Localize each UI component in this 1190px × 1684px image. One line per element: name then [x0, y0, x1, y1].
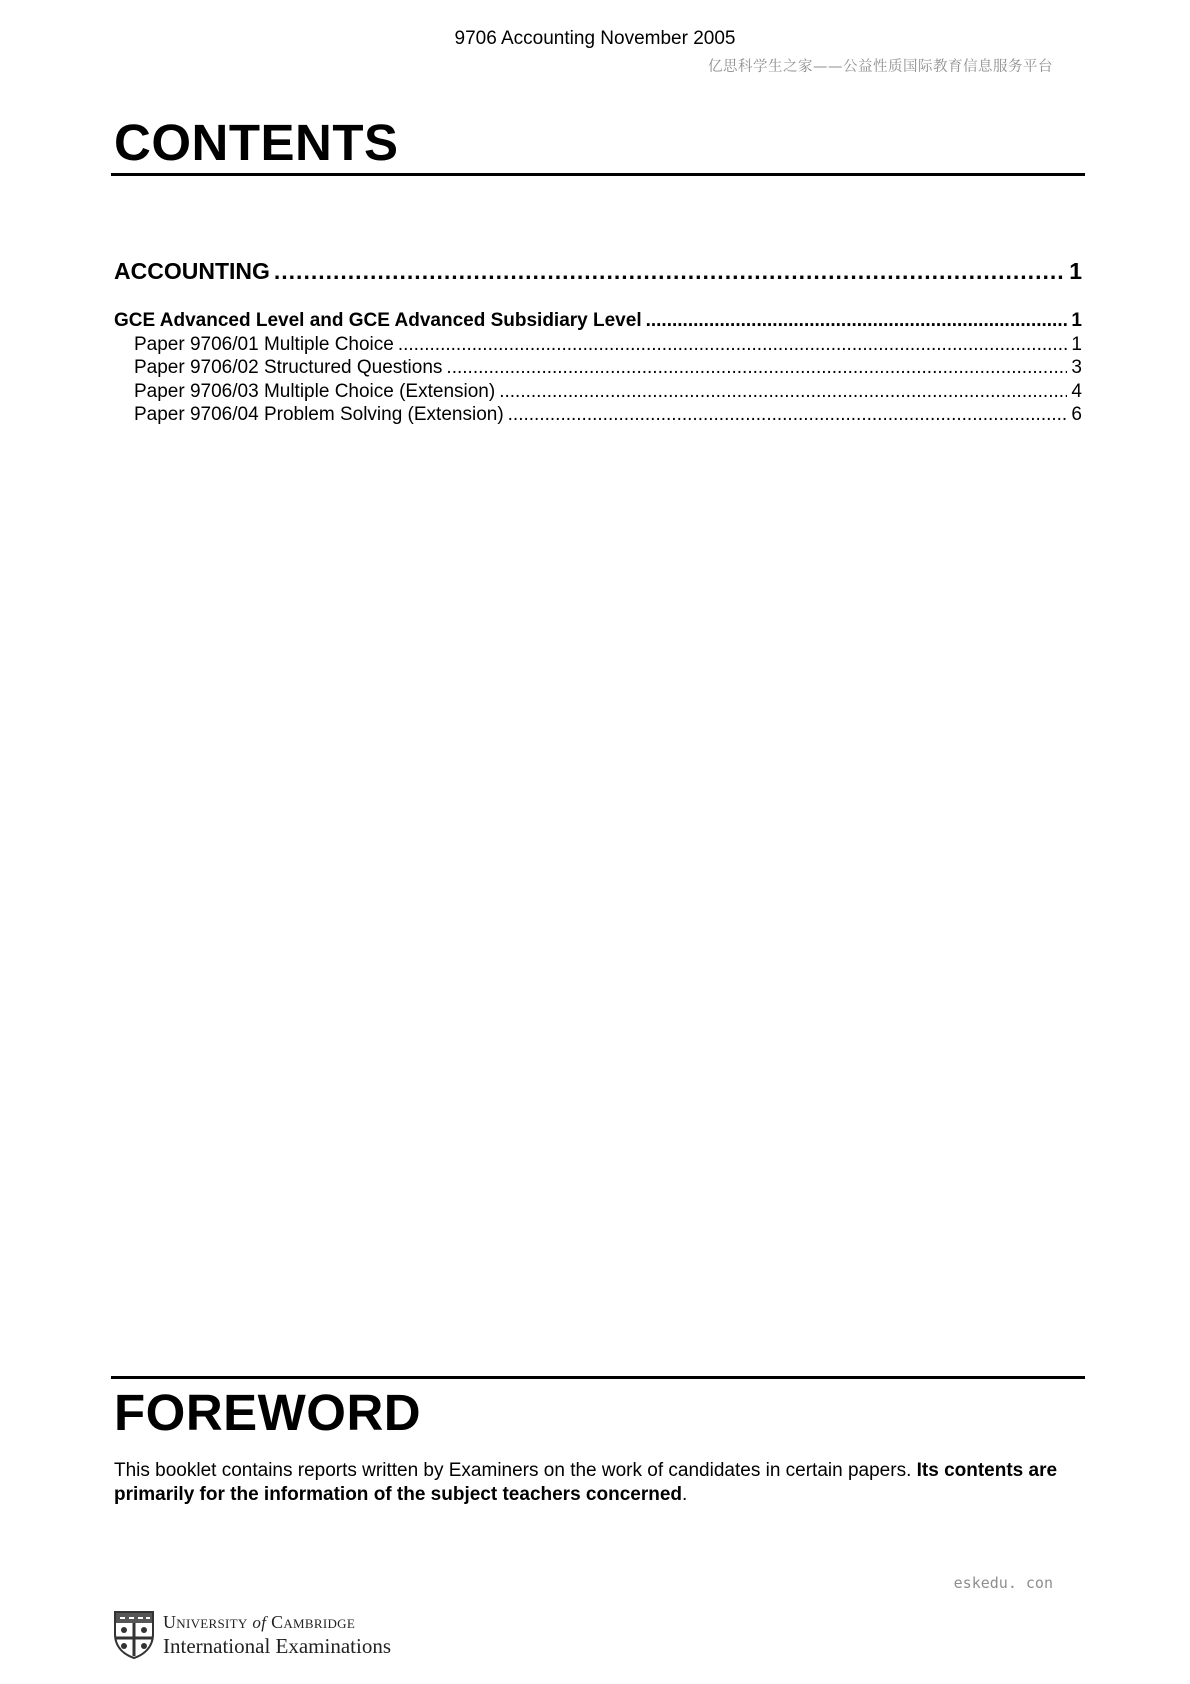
toc-paper-list: [114, 333, 1082, 426]
foreword-paragraph: [114, 1459, 1086, 1506]
foreword-text-end: .: [682, 1483, 688, 1505]
toc-paper-label: Paper 9706/04 Problem Solving (Extension): [134, 403, 504, 425]
toc-leader: [499, 380, 1067, 403]
toc-page-number: 3: [1071, 357, 1082, 379]
toc-page-number: 1: [1069, 258, 1082, 284]
toc-paper-entry[interactable]: [114, 403, 1082, 426]
toc-leader: [646, 310, 1068, 332]
logo-of-text: of: [252, 1612, 267, 1632]
toc-page-number: 6: [1071, 403, 1082, 425]
foreword-text-plain: This booklet contains reports written by Examiners on the work of candidates in certain papers.: [114, 1460, 917, 1481]
toc-paper-label: Paper 9706/03 Multiple Choice (Extension): [134, 380, 496, 402]
logo-international-line: International Examinations: [163, 1633, 392, 1658]
cambridge-logo: [113, 1610, 391, 1660]
logo-university-text: University: [163, 1611, 248, 1632]
toc-paper-entry[interactable]: [114, 356, 1082, 379]
toc-leader: [508, 403, 1068, 426]
logo-cambridge-text: Cambridge: [271, 1611, 356, 1632]
contents-rule: [111, 173, 1085, 176]
watermark-bottom: eskedu. con: [953, 1574, 1053, 1592]
foreword-text-bold: Its contents are primarily for the information of the subject teachers concerned: [114, 1460, 1058, 1505]
foreword-heading: FOREWORD: [114, 1384, 422, 1441]
toc-page-number: 1: [1071, 310, 1082, 331]
toc-paper-entry[interactable]: [114, 380, 1082, 403]
cambridge-shield-icon: [113, 1610, 155, 1660]
toc-paper-entry[interactable]: [114, 333, 1082, 356]
toc-section-entry[interactable]: [114, 310, 1082, 332]
contents-heading: CONTENTS: [114, 114, 399, 171]
toc-paper-label: Paper 9706/01 Multiple Choice: [134, 334, 394, 355]
toc-leader: [446, 356, 1067, 379]
toc-leader: [398, 333, 1068, 356]
watermark-top: 亿思科学生之家——公益性质国际教育信息服务平台: [708, 59, 1053, 75]
toc-main-entry[interactable]: [114, 258, 1082, 285]
toc-leader: [274, 258, 1065, 285]
toc-page-number: 4: [1071, 380, 1082, 402]
toc-page-number: 1: [1071, 334, 1082, 355]
document-header: 9706 Accounting November 2005: [454, 28, 736, 49]
toc-main-label: ACCOUNTING: [114, 258, 270, 284]
toc-paper-label: Paper 9706/02 Structured Questions: [134, 357, 443, 379]
toc-section-label: GCE Advanced Level and GCE Advanced Subsidiary Level: [114, 310, 642, 331]
logo-university-line: [163, 1612, 391, 1633]
foreword-rule: [111, 1376, 1085, 1379]
